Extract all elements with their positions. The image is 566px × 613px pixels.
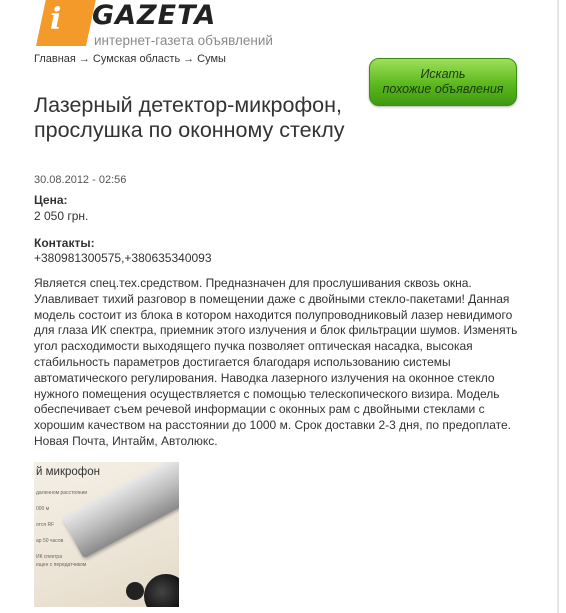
ad-title: Лазерный детектор-микрофон, прослушка по оконному стеклу xyxy=(34,93,345,142)
photo-caption: й микрофон xyxy=(36,466,100,478)
breadcrumb-home[interactable]: Главная xyxy=(34,53,76,65)
photo-text-line: даленном расстоянии xyxy=(36,490,88,496)
logo-mark xyxy=(36,0,96,46)
ad-photo[interactable] xyxy=(34,462,179,607)
logo-text: GAZETA xyxy=(92,0,217,31)
contacts-value: +380981300575,+380635340093 xyxy=(34,251,212,265)
laser-device-knob xyxy=(126,582,144,600)
page-edge-divider xyxy=(557,0,559,613)
contacts-label: Контакты: xyxy=(34,236,95,250)
ad-date: 30.08.2012 - 02:56 xyxy=(34,174,127,186)
breadcrumb xyxy=(34,53,226,65)
price-label: Цена: xyxy=(34,193,68,207)
ad-description: Является спец.тех.средством. Предназначен для прослушивания сквозь окна. Улавливает тихий разговор в помещении даже с двойными стекло-пакетами! Данная модель состоит из блока в котором находится полупроводниковый лазер невидимого для глаза ИК спектра, приемник этого излучения и блок фильтрации шумов. Изменять угол расходимости выходящего пучка позволяет оптическая насадка, высокая стабильность параметров достигается благодаря использованию системы автоматического регулирования. Наводка лазерного излучения на оконное стекло нужного помещения осуществляется с помощью телескопического визира. Модель обеспечивает съем речевой информации с оконных рам с двойными стеклами с хорошим качеством на расстоянии до 1000 м. Срок доставки 2-3 дня, по предоплате. Новая Почта, Интайм, Автолюкс. xyxy=(34,276,518,448)
search-similar-line2: похожие объявления xyxy=(382,82,504,96)
search-similar-button[interactable] xyxy=(369,58,517,106)
breadcrumb-region[interactable]: Сумская область xyxy=(92,53,181,65)
logo-letter: i xyxy=(50,2,62,37)
photo-text-line: ещен с передатчиком xyxy=(36,562,87,568)
photo-text-line: 000 м xyxy=(36,506,50,512)
photo-text-line: ар 50 часов xyxy=(36,538,64,544)
site-logo[interactable] xyxy=(36,0,296,54)
breadcrumb-arrow-icon: → xyxy=(183,53,195,65)
photo-text-line: отся RF xyxy=(36,522,55,528)
photo-text-line: ИК спектра xyxy=(36,554,62,560)
breadcrumb-arrow-icon: → xyxy=(78,53,90,65)
price-value: 2 050 грн. xyxy=(34,209,89,223)
search-similar-line1: Искать xyxy=(420,67,466,81)
laser-device-lens xyxy=(144,574,179,607)
breadcrumb-city[interactable]: Сумы xyxy=(197,53,226,65)
site-tagline: интернет-газета объявлений xyxy=(94,33,273,48)
